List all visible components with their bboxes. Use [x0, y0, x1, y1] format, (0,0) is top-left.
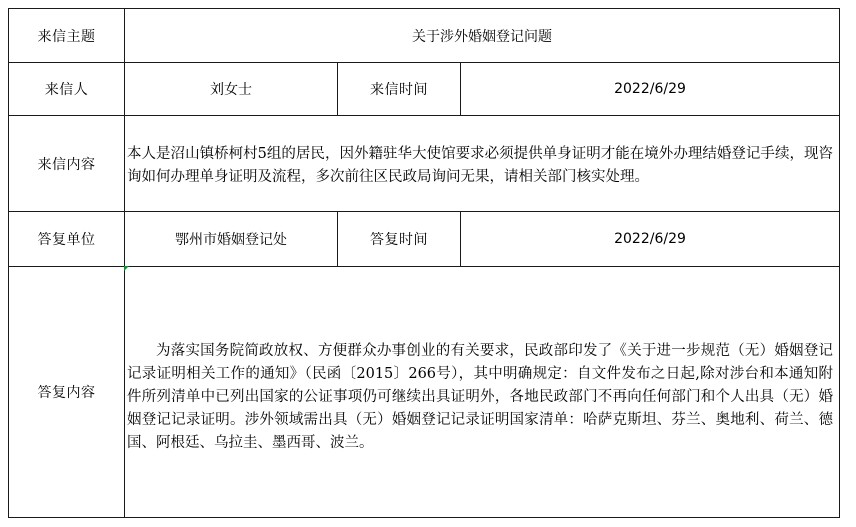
reply-content-text: 为落实国务院简政放权、方便群众办事创业的有关要求，民政部印发了《关于进一步规范（无）婚姻登记记录证明相关工作的通知》（民函〔2015〕266号），其中明确规定：自文件发布之日起,除对涉台和本通知附件所列清单中已列出国家的公证事项仍可继续出具证明外，各地民政部门不再向任何部门和个人出具（无）婚姻登记记录证明。涉外领域需出具（无）婚姻登记记录证明国家清单：哈萨克斯坦、芬兰、奥地利、荷兰、德国、阿根廷、乌拉圭、墨西哥、波兰。	[127, 343, 833, 451]
reply-unit-label: 答复单位	[8, 211, 125, 267]
reply-unit-value: 鄂州市婚姻登记处	[124, 211, 338, 267]
content-text: 本人是沼山镇桥柯村5组的居民，因外籍驻华大使馆要求必须提供单身证明才能在境外办理结婚登记手续，现咨询如何办理单身证明及流程，多次前往区民政局询问无果，请相关部门核实处理。	[127, 146, 833, 185]
send-time-label: 来信时间	[337, 62, 461, 116]
reply-time-label: 答复时间	[337, 211, 461, 267]
content-label: 来信内容	[8, 115, 125, 212]
subject-label: 来信主题	[8, 8, 125, 63]
subject-value: 关于涉外婚姻登记问题	[124, 8, 840, 63]
reply-content-label: 答复内容	[8, 266, 125, 518]
content-cell	[124, 115, 840, 212]
sender-value: 刘女士	[124, 62, 338, 116]
reply-time-value: 2022/6/29	[460, 211, 840, 267]
sender-label: 来信人	[8, 62, 125, 116]
reply-content-cell	[124, 266, 840, 518]
send-time-value: 2022/6/29	[460, 62, 840, 116]
cell-note-marker	[124, 266, 129, 271]
